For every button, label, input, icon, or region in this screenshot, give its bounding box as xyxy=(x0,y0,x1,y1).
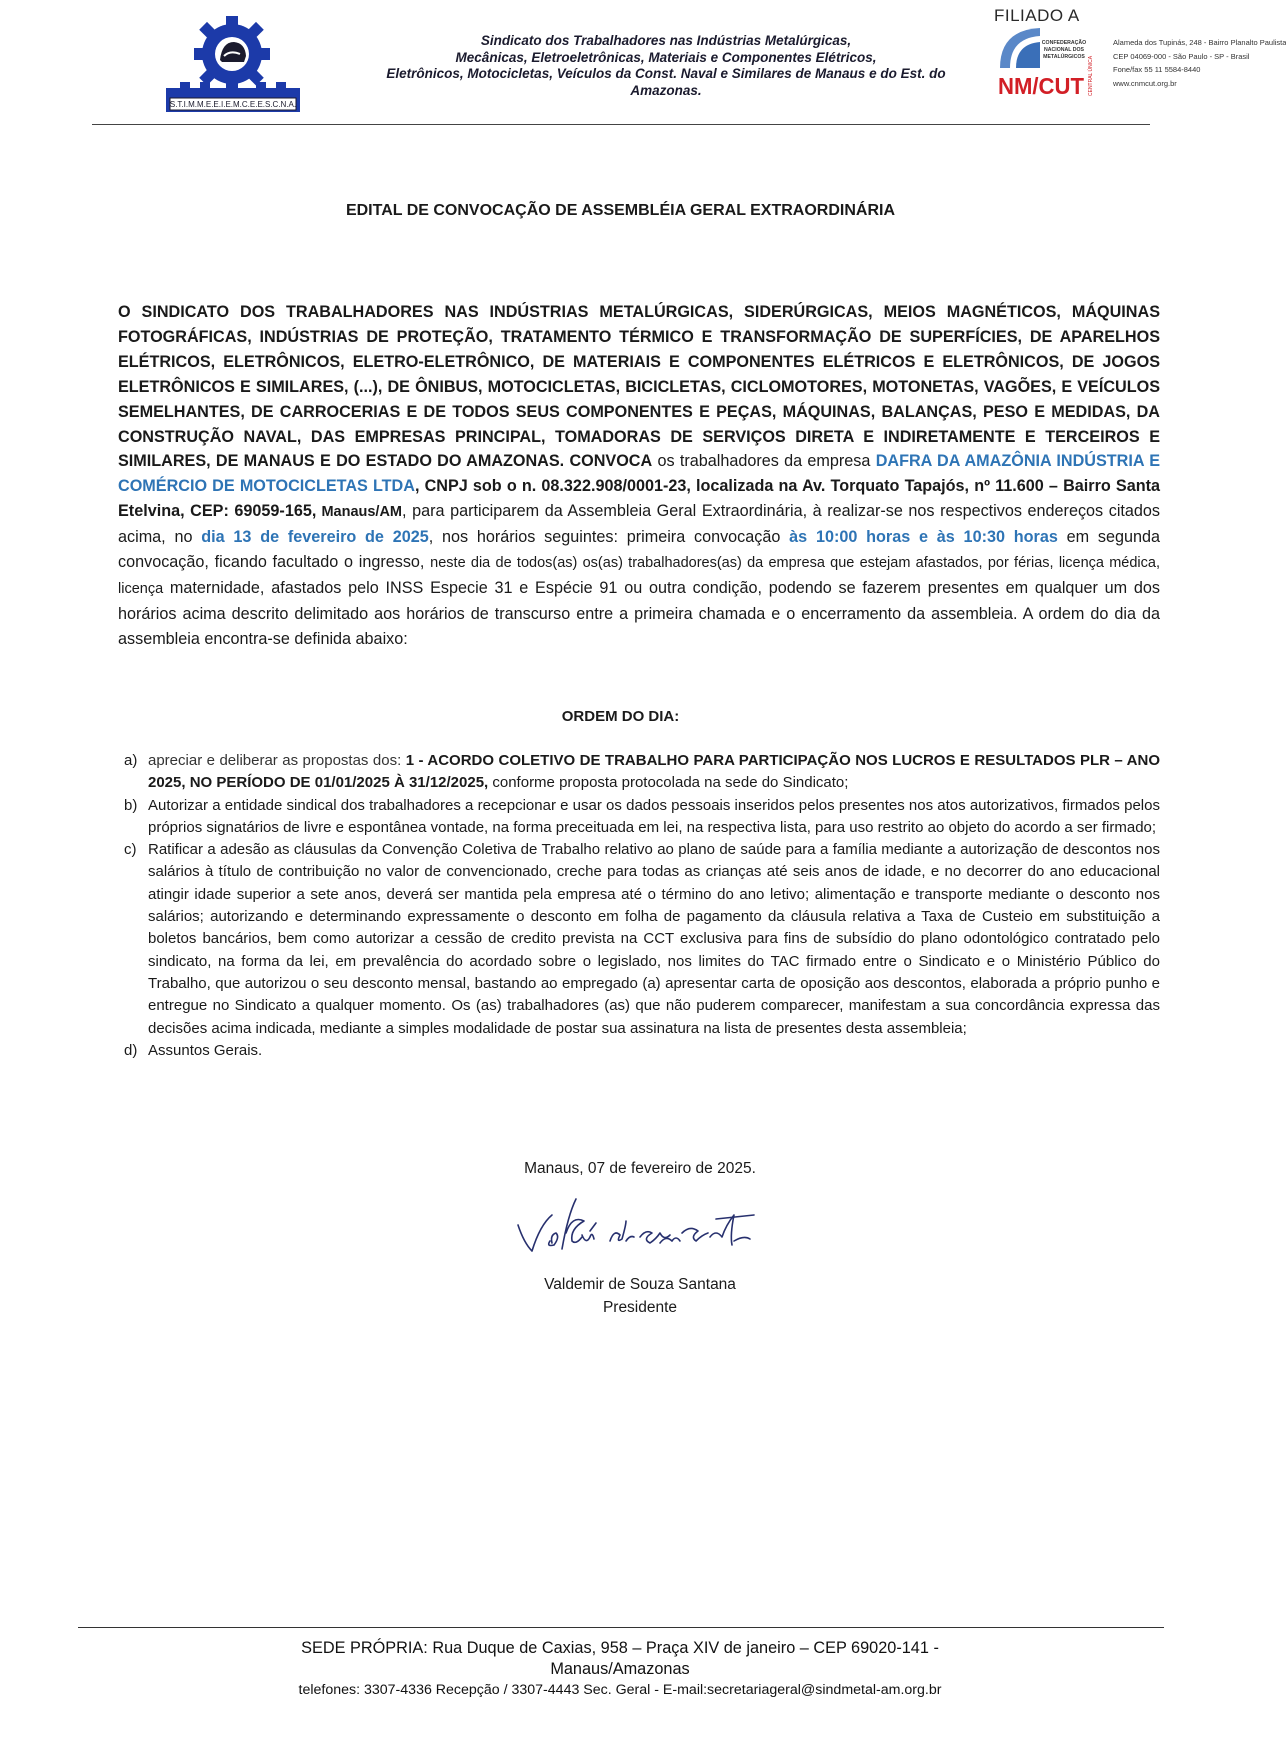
cnm-address-line: www.cnmcut.org.br xyxy=(1113,78,1177,88)
agenda-text: Ratificar a adesão as cláusulas da Convenção Coletiva de Trabalho relativo ao plano de saúde para a família mediante a autorização de descontos nos salários à título de contribuição no valor de convencionado, creche para todas as crianças até seis anos de idade, e no decorrer do ano educacional atingir idade superior a sete anos, deverá ser mantida pela empresa até o término do ano letivo; alimentação e transporte mediante o desconto nos salários; autorizando e determinando expressamente o desconto em folha de pagamento da cláusula relativa a Taxa de Custeio em substituição a boletos bancários, bem como autorizar a cessão de credito prevista na CCT exclusiva para fins de subsídio do plano odontológico contratado pelo sindicato, na forma da lei, em prevalência do acordado sobre o legislado, nos limites do TAC firmado entre o Sindicato e o Ministério Público do Trabalho, que autorizou o seu desconto mensal, bastando ao empregado (a) apresentar carta de oposição aos descontos, elaborada a próprio punho e entregue no Sindicato a qualquer momento. Os (as) trabalhadores (as) que não puderem comparecer, manifestam a sua concordância expressa das decisões acima indicada, mediante a simples modalidade de postar sua assinatura na lista de presentes desta assembleia; xyxy=(148,841,1160,1037)
agenda-item xyxy=(124,750,1160,795)
agenda-marker: d) xyxy=(124,1041,138,1059)
cnm-cut-logo xyxy=(996,24,1098,100)
intro-text-4: em segunda convocação, ficando facultado o ingresso, xyxy=(118,528,1160,572)
signer-block xyxy=(440,1273,840,1319)
intro-text-3: , nos horários seguintes: primeira convocação xyxy=(428,528,790,547)
footer-city: Manaus/Amazonas xyxy=(550,1660,690,1678)
cnm-cut-logo-icon xyxy=(996,24,1098,100)
filiado-label: FILIADO A xyxy=(994,6,1080,25)
cnm-address-line: Fone/fax 55 11 5584-8440 xyxy=(1113,65,1201,74)
agenda-item xyxy=(124,795,1160,840)
agenda-marker: a) xyxy=(124,752,138,769)
agenda-text: conforme proposta protocolada na sede do Sindicato; xyxy=(488,774,849,792)
handwritten-signature-icon xyxy=(510,1185,770,1265)
gear-hardhat-logo-icon xyxy=(160,12,306,118)
cnm-vertical-text: CENTRAL ÚNICA xyxy=(1088,55,1094,96)
union-name-line: Sindicato dos Trabalhadores nas Indústrias Metalúrgicas, xyxy=(480,33,852,48)
cnm-small-text: NACIONAL DOS xyxy=(1044,47,1084,53)
union-name-line: Eletrônicos, Motocicletas, Veículos da Const. Naval e Similares de Manaus e do Est. do xyxy=(386,66,946,81)
assembly-times: às 10:00 horas e às 10:30 horas xyxy=(789,528,1058,547)
union-name xyxy=(360,33,972,99)
agenda-title: ORDEM DO DIA: xyxy=(561,708,680,725)
agenda-marker: b) xyxy=(124,796,138,814)
footer-divider xyxy=(78,1627,1164,1628)
signer-name: Valdemir de Souza Santana xyxy=(544,1276,736,1293)
footer-address: SEDE PRÓPRIA: Rua Duque de Caxias, 958 – Praça XIV de janeiro – CEP 69020-141 - xyxy=(301,1639,939,1657)
convocation-paragraph xyxy=(118,300,1160,652)
intro-text-6: maternidade, afastados pelo INSS Especie 31 e Espécie 91 ou outra condição, podendo se fazerem presentes em qualquer um dos horários acima descrito delimitado aos horários de transcurso entre a primeira chamada e o encerramento da assembleia. A ordem do dia da assembleia encontra-se definida abaixo: xyxy=(118,578,1160,648)
signer-role: Presidente xyxy=(602,1299,678,1316)
union-logo xyxy=(160,12,306,118)
cnm-address xyxy=(1113,36,1286,90)
agenda-item xyxy=(124,839,1160,1040)
document-title: EDITAL DE CONVOCAÇÃO DE ASSEMBLÉIA GERAL EXTRAORDINÁRIA xyxy=(345,202,896,219)
company-name: DAFRA DA AMAZÔNIA INDÚSTRIA E COMÉRCIO DE MOTOCICLETAS LTDA xyxy=(118,452,1160,496)
union-name-line: Amazonas. xyxy=(630,82,702,98)
header-divider xyxy=(92,124,1150,125)
union-preamble: O SINDICATO DOS TRABALHADORES NAS INDÚSTRIAS METALÚRGICAS, SIDERÚRGICAS, MEIOS MAGNÉTICOS, MÁQUINAS FOTOGRÁFICAS, INDÚSTRIAS DE PROTEÇÃO, TRATAMENTO TÉRMICO E TRANSFORMAÇÃO DE SUPERFÍCIES, DE APARELHOS ELÉTRICOS, ELETRÔNICOS, ELETRO-ELETRÔNICO, DE MATERIAIS E COMPONENTES ELÉTRICOS E ELETRÔNICOS, DE JOGOS ELETRÔNICOS E SIMILARES, (...), DE ÔNIBUS, MOTOCICLETAS, BICICLETAS, CICLOMOTORES, MOTONETAS, VAGÕES, E VEÍCULOS SEMELHANTES, DE CARROCERIAS E DE TODOS SEUS COMPONENTES E PEÇAS, MÁQUINAS, BALANÇAS, PESO E MEDIDAS, DA CONSTRUÇÃO NAVAL, DAS EMPRESAS PRINCIPAL, TOMADORAS DE SERVIÇOS DIRETA E INDIRETAMENTE E TERCEIROS E SIMILARES, DE MANAUS E DO ESTADO DO AMAZONAS. CONVOCA xyxy=(118,303,1160,471)
agenda-bold: 1 - ACORDO COLETIVO DE TRABALHO PARA PARTICIPAÇÃO NOS LUCROS E RESULTADOS PLR – ANO 2025, NO PERÍODO DE 01/01/2025 À 31/12/2025, xyxy=(148,752,1160,792)
logo-caption: S.T.I.M.M.E.E.I.E.M.C.E.E.S.C.N.A. xyxy=(169,100,297,109)
union-name-line: Mecânicas, Eletroeletrônicas, Materiais e Componentes Elétricos, xyxy=(455,49,877,65)
agenda-lead: apreciar e deliberar as propostas dos: xyxy=(148,752,406,769)
place-date: Manaus, 07 de fevereiro de 2025. xyxy=(524,1160,756,1177)
agenda-marker: c) xyxy=(124,841,137,859)
company-cnpj-address: , CNPJ sob o n. 08.322.908/0001-23, localizada na Av. Torquato Tapajós, nº 11.600 – Bairro Santa Etelvina, CEP: 69059-165, xyxy=(118,477,1160,521)
signature xyxy=(510,1185,770,1265)
cnm-address-line: Alameda dos Tupinás, 248 - Bairro Planalto Paulista xyxy=(1113,38,1286,47)
agenda-list xyxy=(124,750,1160,1062)
agenda-item xyxy=(124,1040,1160,1062)
cnm-address-line: CEP 04069-000 - São Paulo - SP - Brasil xyxy=(1113,51,1250,61)
intro-text-2: , para participarem da Assembleia Geral Extraordinária, à realizar-se nos respectivos endereços citados acima, no xyxy=(118,502,1161,547)
footer xyxy=(160,1638,1080,1701)
intro-text-1: os trabalhadores da empresa xyxy=(652,452,876,471)
footer-contacts: telefones: 3307-4336 Recepção / 3307-4443 Sec. Geral - E-mail:secretariageral@sindmetal-am.org.br xyxy=(298,1682,942,1698)
assembly-date: dia 13 de fevereiro de 2025 xyxy=(201,528,429,547)
company-city: Manaus/AM xyxy=(316,504,403,521)
cnm-small-text: METALÚRGICOS xyxy=(1043,54,1085,60)
intro-text-5: neste dia de todos(as) os(as) trabalhadores(as) da empresa que estejam afastados, por férias, licença médica, licença xyxy=(118,555,1160,597)
agenda-text: Assuntos Gerais. xyxy=(148,1041,263,1059)
cnm-small-text: CONFEDERAÇÃO xyxy=(1041,40,1087,46)
cnm-brand-text: NM/CUT xyxy=(998,73,1084,99)
agenda-text: Autorizar a entidade sindical dos trabalhadores a recepcionar e usar os dados pessoais inseridos pelos presentes nos atos autorizativos, firmados pelos próprios signatários de livre e espontânea vontade, na forma preceituada em lei, na respectiva lista, para uso restrito ao objeto do acordo a ser firmado; xyxy=(148,796,1160,836)
